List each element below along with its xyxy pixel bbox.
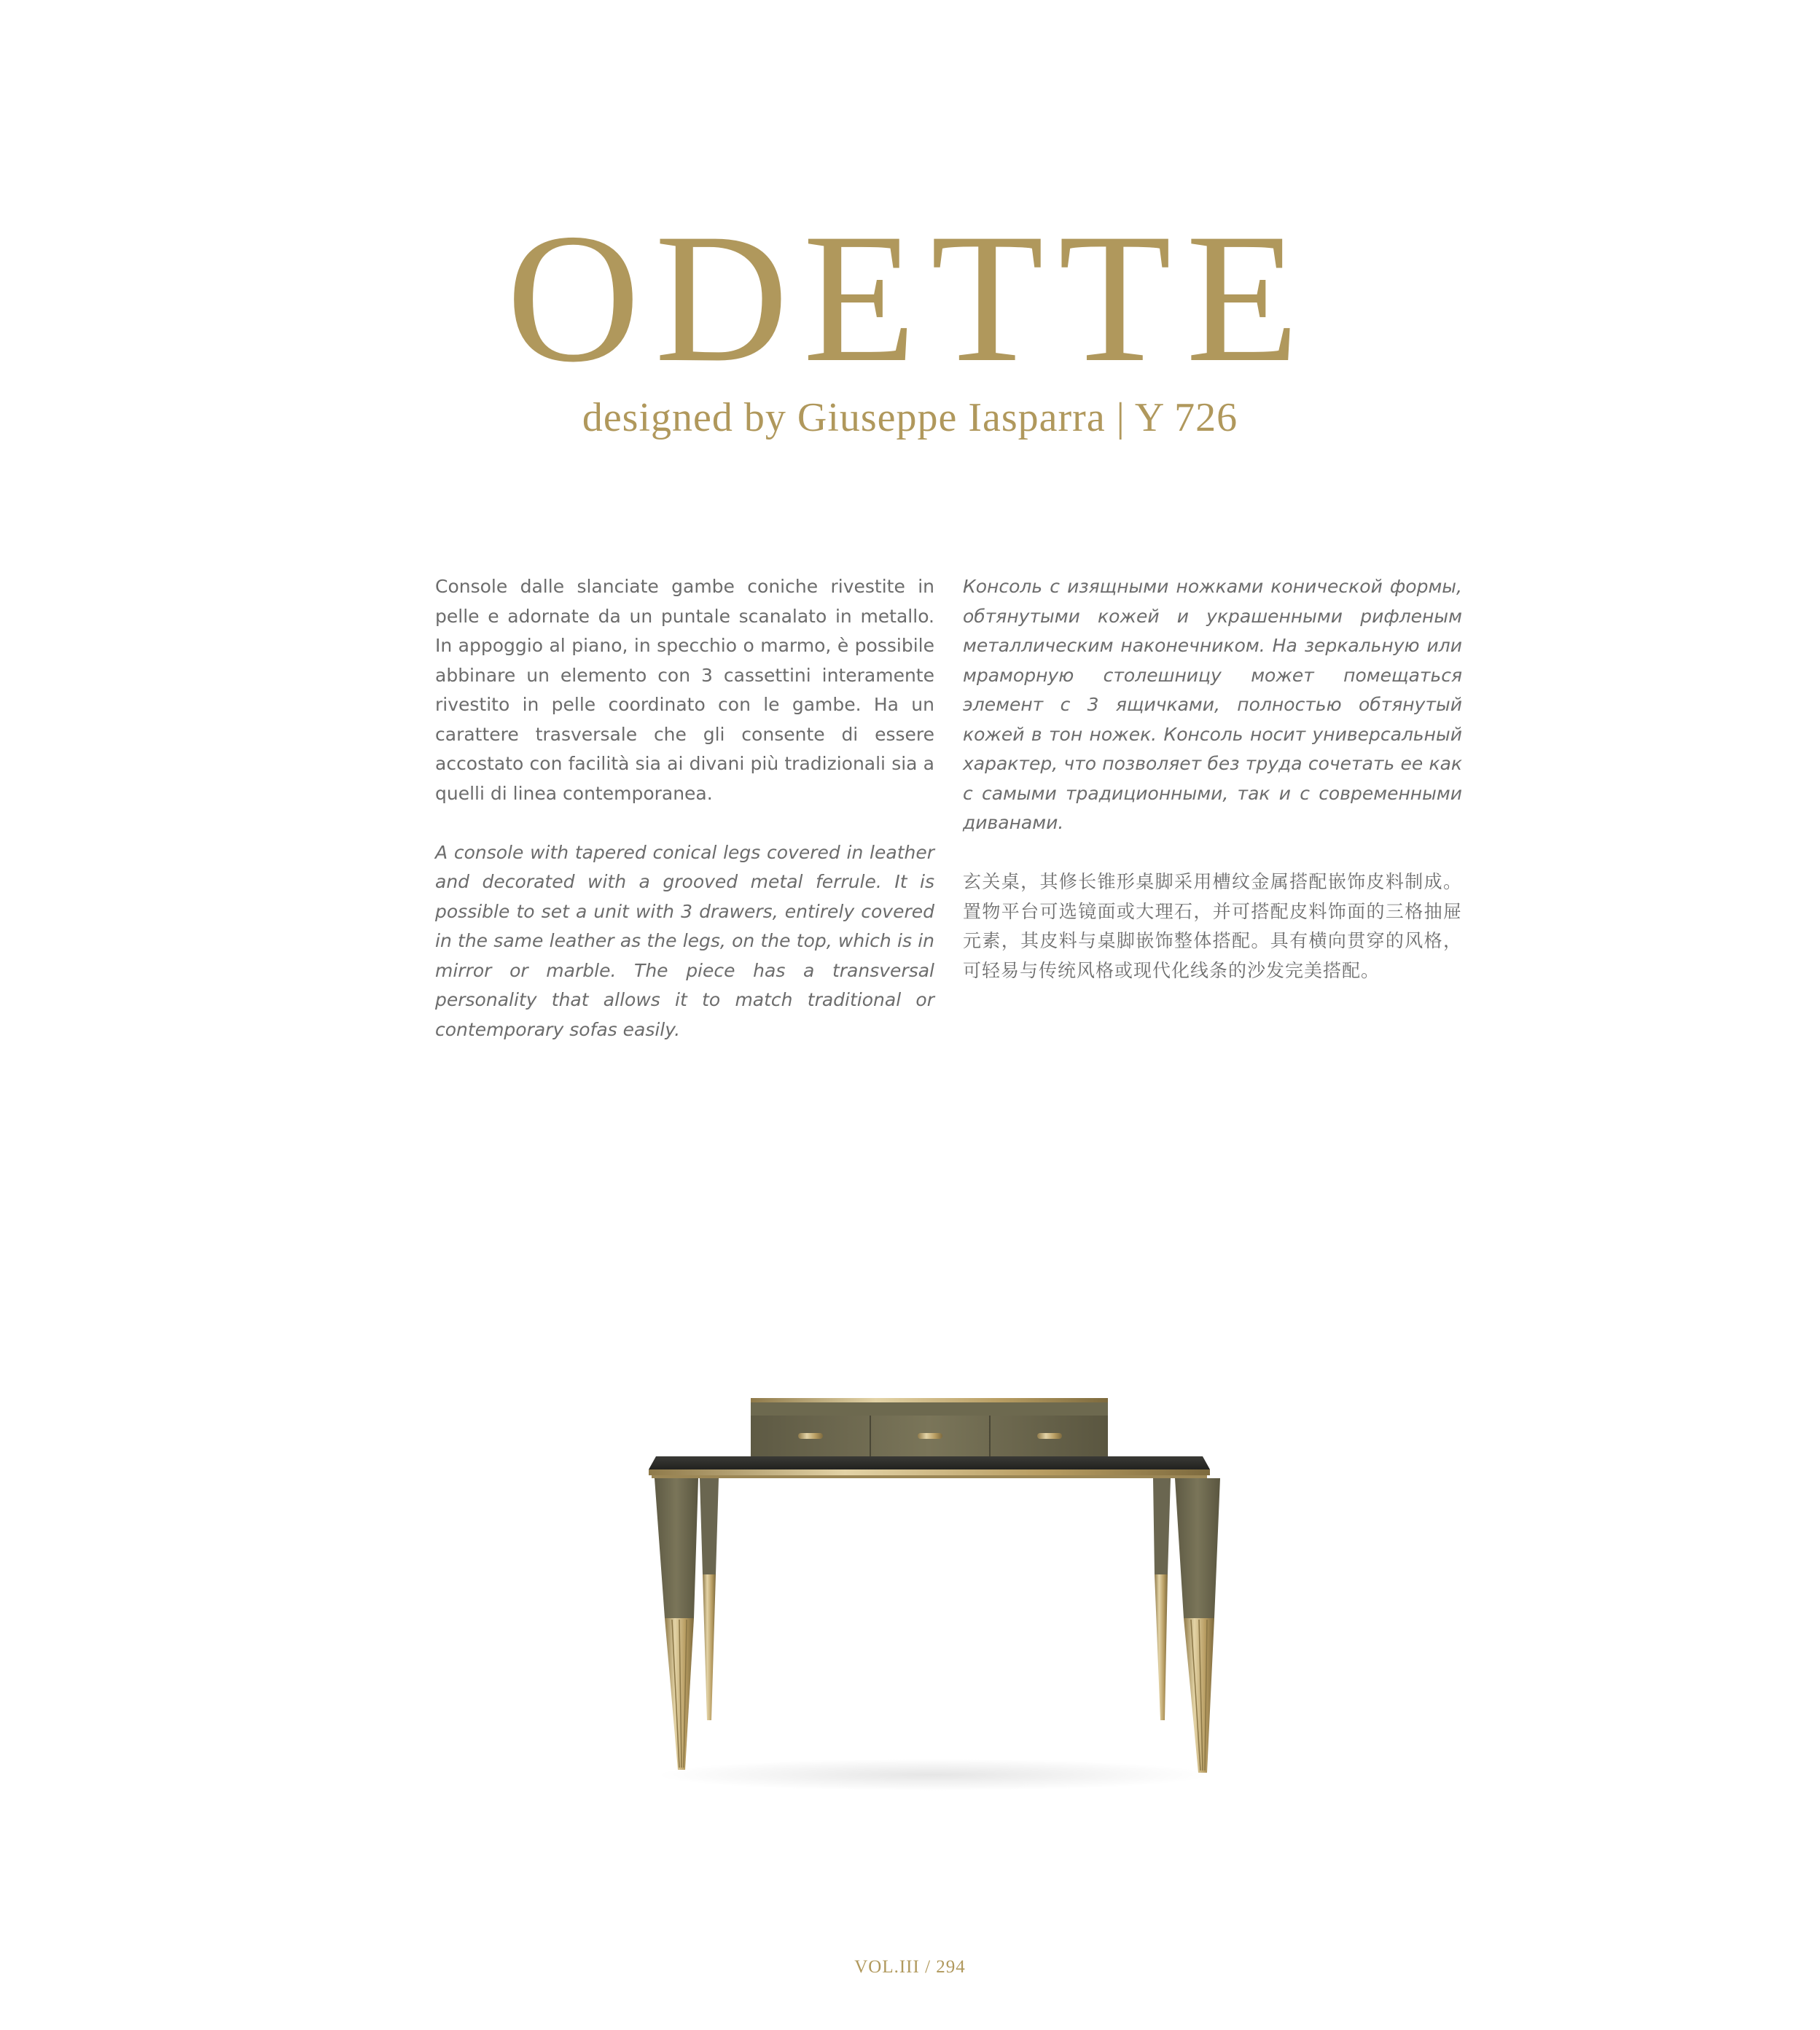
description-chinese: 玄关桌，其修长锥形桌脚采用槽纹金属搭配嵌饰皮料制成。置物平台可选镜面或大理石，并可搭配皮料饰面的三格抽屉元素，其皮料与桌脚嵌饰整体搭配。具有横向贯穿的风格，可轻易与传统风格或现代化线条的沙发完美搭配。 bbox=[963, 871, 1462, 981]
product-title: ODETTE bbox=[506, 195, 1314, 400]
description-italian: Console dalle slanciate gambe coniche rivestite in pelle e adornate da un puntale scanalato in metallo. In appoggio al piano, in specchio o marmo, è possibile abbinare un elemento con 3 cassettini interamente rivestito in pelle coordinato con le gambe. Ha un carattere trasversale che gli consente di essere accostato con facilità sia ai divani più tradizionali sia a quelli di linea contemporanea. bbox=[435, 576, 934, 804]
right-text-column bbox=[963, 572, 1462, 1015]
description-russian: Консоль с изящными ножками конической формы, обтянутыми кожей и украшенными рифленым металлическим наконечником. На зеркальную или мраморную столешницу может помещаться элемент с 3 ящичками, полностью обтянутый кожей в тон ножек. Консоль носит универсальный характер, что позволяет без труда сочетать ее как с самыми традиционными, так и с современными диванами. bbox=[963, 576, 1462, 833]
page-footer: VOL.III / 294 bbox=[854, 1957, 966, 1977]
description-english: A console with tapered conical legs covered in leather and decorated with a grooved metal ferrule. It is possible to set a unit with 3 drawers, entirely covered in the same leather as the legs, on the top, which is in mirror or marble. The piece has a transversal personality that allows it to match traditional or contemporary sofas easily. bbox=[435, 841, 934, 1040]
console-table-image bbox=[627, 1370, 1239, 1793]
left-text-column bbox=[435, 572, 934, 1074]
designer-subtitle: designed by Giuseppe Iasparra | Y 726 bbox=[582, 395, 1238, 440]
